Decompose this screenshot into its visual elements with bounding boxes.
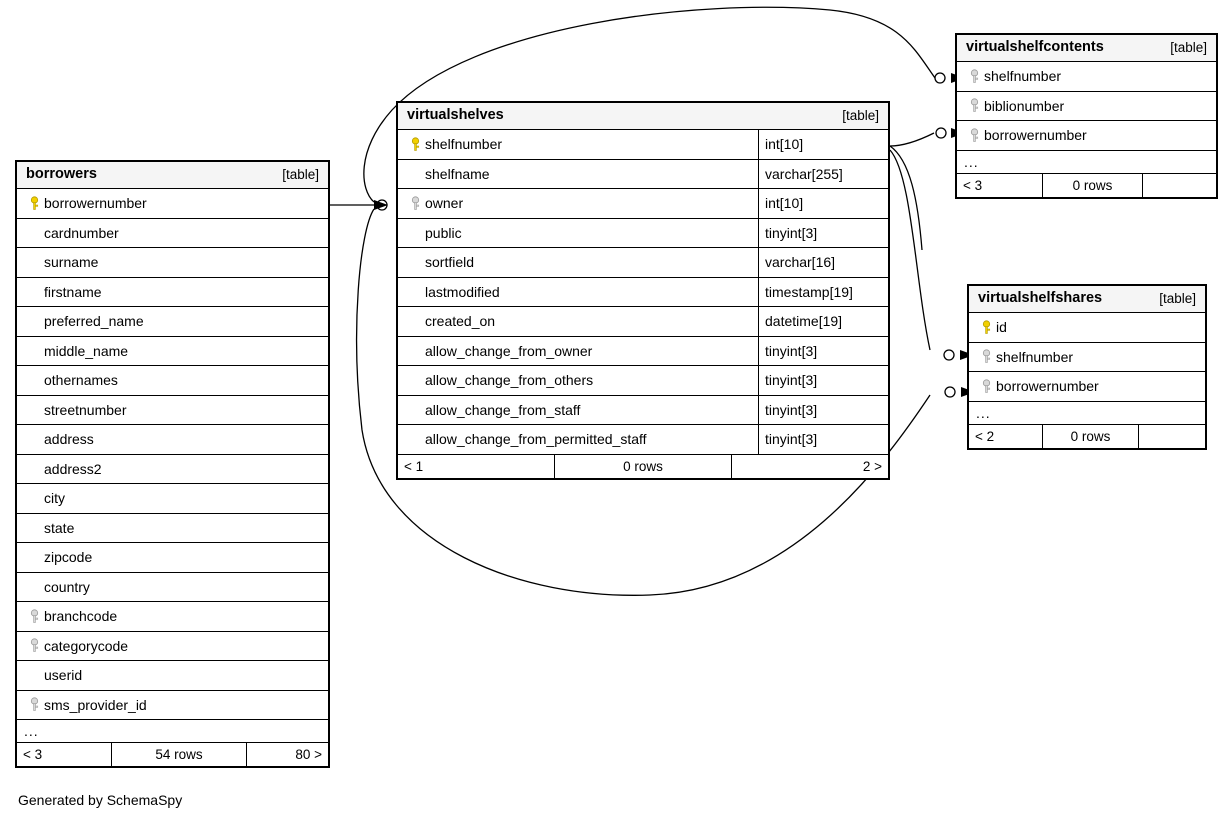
column-name	[398, 396, 758, 425]
column-label: allow_change_from_staff	[425, 401, 581, 418]
column-label: shelfnumber	[425, 136, 503, 153]
column-name	[957, 121, 1216, 150]
column-label: sms_provider_id	[44, 696, 147, 713]
foreign-key-icon	[976, 349, 996, 364]
table-row[interactable]	[17, 602, 328, 632]
footer-row-count: 0 rows	[1043, 174, 1143, 197]
primary-key-icon	[24, 196, 44, 211]
column-type: int[10]	[758, 189, 888, 218]
table-row[interactable]	[17, 691, 328, 721]
column-label: streetnumber	[44, 401, 127, 418]
column-type: tinyint[3]	[758, 337, 888, 366]
column-name	[17, 425, 328, 454]
table-row[interactable]	[17, 573, 328, 603]
table-title: virtualshelfcontents	[966, 39, 1104, 55]
table-row[interactable]	[17, 632, 328, 662]
table-header	[398, 103, 888, 130]
column-name	[17, 189, 328, 218]
more-columns-indicator: ...	[969, 402, 1205, 425]
column-name	[969, 313, 1205, 342]
column-name	[398, 248, 758, 277]
column-name	[398, 337, 758, 366]
footer-child-count[interactable]	[1143, 174, 1216, 197]
column-name	[398, 307, 758, 336]
column-name	[17, 455, 328, 484]
column-name	[957, 62, 1216, 91]
column-type: tinyint[3]	[758, 396, 888, 425]
table-row[interactable]	[17, 514, 328, 544]
column-type: varchar[255]	[758, 160, 888, 189]
footer-parent-count[interactable]: < 3	[17, 743, 112, 766]
table-borrowers[interactable]	[15, 160, 330, 768]
column-name	[17, 366, 328, 395]
primary-key-icon	[405, 137, 425, 152]
column-name	[398, 130, 758, 159]
column-name	[957, 92, 1216, 121]
table-footer	[398, 455, 888, 478]
table-footer	[969, 425, 1205, 448]
table-row[interactable]	[969, 372, 1205, 402]
table-virtualshelfcontents[interactable]	[955, 33, 1218, 199]
table-row[interactable]	[398, 425, 888, 455]
column-name	[398, 278, 758, 307]
table-row[interactable]	[398, 248, 888, 278]
table-row[interactable]	[17, 278, 328, 308]
column-label: categorycode	[44, 637, 129, 654]
column-name	[17, 543, 328, 572]
table-row[interactable]	[17, 366, 328, 396]
table-row[interactable]	[398, 219, 888, 249]
table-title: borrowers	[26, 166, 97, 182]
table-row[interactable]	[17, 248, 328, 278]
column-label: owner	[425, 195, 464, 212]
column-label: cardnumber	[44, 224, 119, 241]
table-virtualshelfshares[interactable]	[967, 284, 1207, 450]
footer-child-count[interactable]: 80 >	[295, 747, 322, 762]
table-row[interactable]	[17, 219, 328, 249]
table-header	[969, 286, 1205, 313]
table-row[interactable]	[398, 366, 888, 396]
footer-child-count[interactable]: 2 >	[862, 458, 882, 474]
table-row[interactable]	[398, 307, 888, 337]
table-row[interactable]	[398, 189, 888, 219]
column-label: zipcode	[44, 549, 93, 566]
primary-key-icon	[976, 320, 996, 335]
column-label: allow_change_from_permitted_staff	[425, 431, 647, 448]
table-row[interactable]	[398, 130, 888, 160]
column-name	[17, 337, 328, 366]
column-label: shelfnumber	[984, 68, 1062, 85]
table-row[interactable]	[957, 62, 1216, 92]
column-label: sortfield	[425, 254, 475, 271]
generated-by-label: Generated by SchemaSpy	[18, 792, 183, 808]
column-label: middle_name	[44, 342, 129, 359]
table-row[interactable]	[17, 307, 328, 337]
table-title: virtualshelves	[407, 107, 504, 123]
column-name	[17, 632, 328, 661]
table-type-tag: [table]	[842, 108, 879, 123]
column-label: city	[44, 490, 65, 507]
footer-row-count: 0 rows	[555, 455, 732, 478]
column-name	[17, 602, 328, 631]
table-title: virtualshelfshares	[978, 290, 1103, 306]
column-label: borrowernumber	[996, 378, 1099, 395]
table-row[interactable]	[17, 661, 328, 691]
column-label: created_on	[425, 313, 496, 330]
table-type-tag: [table]	[282, 167, 319, 182]
table-row[interactable]	[398, 396, 888, 426]
column-name	[17, 219, 328, 248]
foreign-key-icon	[24, 609, 44, 624]
column-type: timestamp[19]	[758, 278, 888, 307]
column-name	[17, 573, 328, 602]
column-type: datetime[19]	[758, 307, 888, 336]
column-type: tinyint[3]	[758, 219, 888, 248]
column-label: borrowernumber	[984, 127, 1087, 144]
table-header	[957, 35, 1216, 62]
column-label: biblionumber	[984, 97, 1065, 114]
foreign-key-icon	[976, 379, 996, 394]
column-name	[969, 343, 1205, 372]
column-label: allow_change_from_owner	[425, 342, 593, 359]
column-label: state	[44, 519, 75, 536]
column-label: id	[996, 319, 1007, 336]
column-name	[17, 278, 328, 307]
column-name	[398, 160, 758, 189]
table-row[interactable]	[969, 343, 1205, 373]
column-type: tinyint[3]	[758, 425, 888, 454]
footer-child-count[interactable]	[1139, 425, 1205, 448]
table-row[interactable]	[17, 455, 328, 485]
table-type-tag: [table]	[1159, 291, 1196, 306]
column-label: userid	[44, 667, 83, 684]
table-row[interactable]	[17, 337, 328, 367]
table-row[interactable]	[17, 484, 328, 514]
table-footer	[17, 743, 328, 766]
column-name	[17, 396, 328, 425]
column-type: tinyint[3]	[758, 366, 888, 395]
table-row[interactable]	[398, 160, 888, 190]
column-name	[17, 691, 328, 720]
column-label: public	[425, 224, 462, 241]
footer-row-count: 54 rows	[112, 743, 247, 766]
foreign-key-icon	[964, 128, 984, 143]
table-row[interactable]	[398, 337, 888, 367]
column-label: address	[44, 431, 94, 448]
column-label: branchcode	[44, 608, 118, 625]
column-label: firstname	[44, 283, 102, 300]
table-header	[17, 162, 328, 189]
column-label: othernames	[44, 372, 118, 389]
column-name	[17, 661, 328, 690]
more-columns-indicator: ...	[17, 720, 328, 743]
column-name	[398, 189, 758, 218]
footer-row-count: 0 rows	[1043, 425, 1139, 448]
column-label: shelfnumber	[996, 348, 1074, 365]
table-row[interactable]	[17, 425, 328, 455]
column-label: address2	[44, 460, 102, 477]
column-name	[17, 307, 328, 336]
foreign-key-icon	[24, 697, 44, 712]
column-label: lastmodified	[425, 283, 500, 300]
more-columns-indicator: ...	[957, 151, 1216, 174]
column-label: preferred_name	[44, 313, 144, 330]
foreign-key-icon	[24, 638, 44, 653]
table-row[interactable]	[17, 543, 328, 573]
foreign-key-icon	[964, 98, 984, 113]
column-type: int[10]	[758, 130, 888, 159]
table-row[interactable]	[17, 189, 328, 219]
table-row[interactable]	[957, 121, 1216, 151]
column-name	[17, 514, 328, 543]
table-type-tag: [table]	[1170, 40, 1207, 55]
column-type: varchar[16]	[758, 248, 888, 277]
foreign-key-icon	[964, 69, 984, 84]
table-row[interactable]	[957, 92, 1216, 122]
footer-parent-count[interactable]: < 3	[957, 174, 1043, 197]
table-footer	[957, 174, 1216, 197]
column-name	[969, 372, 1205, 401]
column-name	[17, 248, 328, 277]
table-virtualshelves[interactable]	[396, 101, 890, 480]
column-name	[398, 366, 758, 395]
column-label: surname	[44, 254, 99, 271]
table-row[interactable]	[969, 313, 1205, 343]
table-row[interactable]	[398, 278, 888, 308]
column-label: borrowernumber	[44, 195, 147, 212]
table-row[interactable]	[17, 396, 328, 426]
column-label: allow_change_from_others	[425, 372, 594, 389]
column-label: shelfname	[425, 165, 490, 182]
column-name	[17, 484, 328, 513]
footer-parent-count[interactable]: < 1	[398, 455, 555, 478]
column-name	[398, 219, 758, 248]
footer-parent-count[interactable]: < 2	[969, 425, 1043, 448]
column-name	[398, 425, 758, 454]
foreign-key-icon	[405, 196, 425, 211]
column-label: country	[44, 578, 90, 595]
